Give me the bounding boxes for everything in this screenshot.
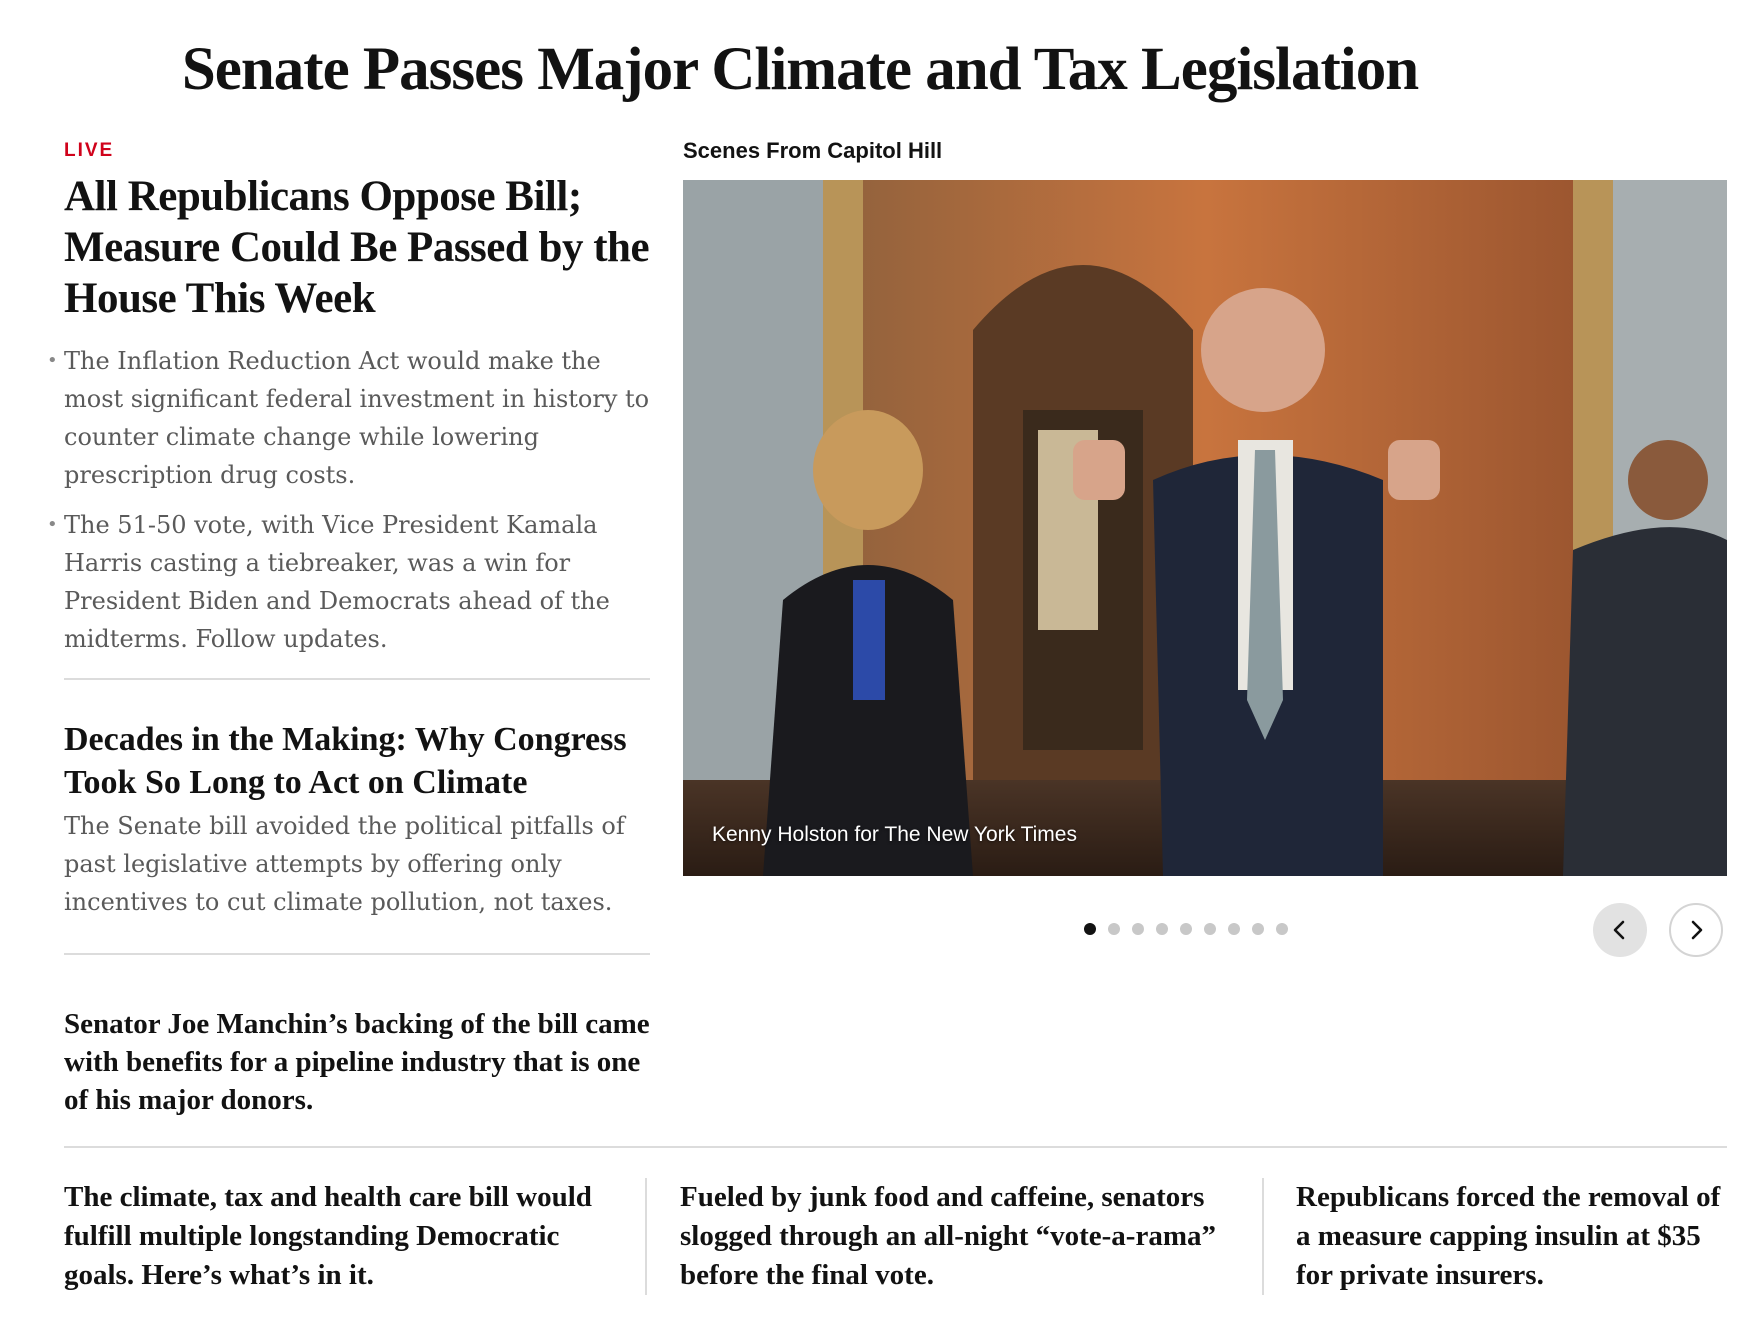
capitol-hallway-photo — [683, 180, 1727, 876]
gallery-next-button[interactable] — [1669, 903, 1723, 957]
divider — [64, 953, 650, 955]
story-manchin-headline[interactable]: Senator Joe Manchin’s backing of the bill came with benefits for a pipeline industry that is one of his major donors. — [64, 1008, 650, 1116]
photo-gallery — [683, 140, 1727, 876]
gallery-prev-button[interactable] — [1593, 903, 1647, 957]
photo-credit: Kenny Holston for The New York Times — [712, 823, 1077, 846]
chevron-right-icon — [1685, 919, 1707, 941]
lead-summary-list — [64, 342, 650, 658]
related-story-headline[interactable]: Republicans forced the removal of a measure capping insulin at $35 for private insurers. — [1296, 1181, 1721, 1291]
live-label: LIVE — [64, 140, 115, 161]
slide-dot[interactable] — [1228, 923, 1240, 935]
divider — [64, 1146, 1727, 1148]
lead-summary-bullet[interactable]: • The 51-50 vote, with Vice President Kamala Harris casting a tiebreaker, was a win for President Biden and Democrats ahead of the midterms. Follow updates. — [64, 506, 650, 658]
divider — [64, 678, 650, 680]
gallery-photo[interactable] — [683, 180, 1727, 876]
slide-dot[interactable] — [1204, 923, 1216, 935]
gallery-title[interactable]: Scenes From Capitol Hill — [683, 138, 943, 163]
slide-dot[interactable] — [1252, 923, 1264, 935]
slide-dot[interactable] — [1180, 923, 1192, 935]
slide-dot[interactable] — [1276, 923, 1288, 935]
slide-dot[interactable] — [1132, 923, 1144, 935]
story-summary: The Senate bill avoided the political pitfalls of past legislative attempts by offering only incentives to cut climate pollution, not taxes. — [64, 812, 625, 916]
story-decades[interactable] — [64, 718, 650, 921]
slide-indicator — [1084, 923, 1288, 935]
banner-headline[interactable]: Senate Passes Major Climate and Tax Legislation — [181, 36, 1419, 103]
slide-dot[interactable] — [1084, 923, 1096, 935]
related-story-headline[interactable]: Fueled by junk food and caffeine, senators slogged through an all-night “vote-a-rama” before the final vote. — [647, 1178, 1264, 1295]
lead-headline[interactable]: All Republicans Oppose Bill; Measure Could Be Passed by the House This Week — [64, 173, 650, 322]
slide-dot[interactable] — [1156, 923, 1168, 935]
lead-package — [64, 140, 650, 1119]
story-headline[interactable]: Decades in the Making: Why Congress Took So Long to Act on Climate — [64, 721, 627, 801]
related-story-headline[interactable]: The climate, tax and health care bill would fulfill multiple longstanding Democratic goals. Here’s what’s in it. — [64, 1178, 647, 1295]
related-stories — [64, 1178, 1727, 1295]
chevron-left-icon — [1609, 919, 1631, 941]
slide-dot[interactable] — [1108, 923, 1120, 935]
lead-summary-bullet: • The Inflation Reduction Act would make the most significant federal investment in history to counter climate change while lowering prescription drug costs. — [64, 342, 650, 494]
